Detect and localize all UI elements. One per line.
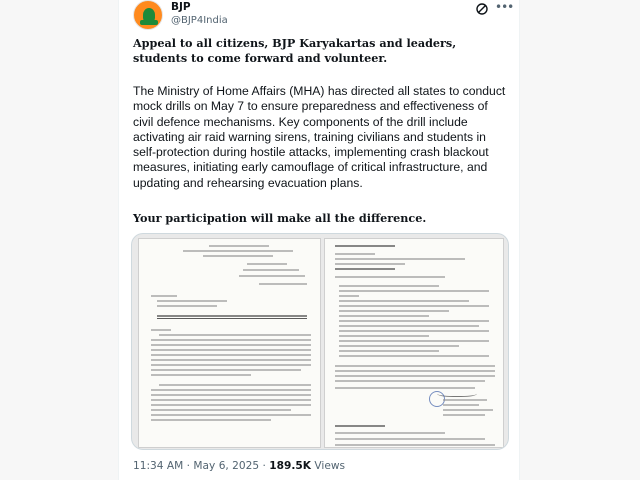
doc-line bbox=[203, 255, 273, 257]
doc-line bbox=[443, 409, 493, 411]
doc-line bbox=[151, 354, 311, 356]
doc-line bbox=[335, 432, 445, 434]
doc-line bbox=[443, 399, 487, 401]
doc-line bbox=[335, 380, 485, 382]
doc-line bbox=[339, 310, 449, 312]
doc-line bbox=[151, 349, 311, 351]
doc-line bbox=[151, 419, 271, 421]
author-handle[interactable]: @BJP4India bbox=[171, 15, 228, 26]
grok-icon[interactable] bbox=[475, 2, 489, 16]
doc-line bbox=[335, 245, 395, 247]
doc-line bbox=[239, 275, 305, 277]
avatar[interactable] bbox=[133, 0, 163, 30]
doc-line bbox=[151, 414, 311, 416]
meta-separator: · bbox=[186, 460, 191, 472]
doc-line bbox=[443, 404, 479, 406]
doc-line bbox=[247, 263, 287, 265]
doc-line bbox=[157, 305, 217, 307]
doc-line bbox=[259, 283, 307, 285]
doc-line bbox=[339, 320, 489, 322]
doc-line bbox=[339, 345, 459, 347]
views-count: 189.5K bbox=[269, 460, 311, 472]
doc-line bbox=[157, 318, 307, 319]
doc-line bbox=[335, 438, 485, 440]
doc-line bbox=[339, 325, 479, 327]
doc-line bbox=[243, 269, 299, 271]
doc-line bbox=[335, 375, 495, 377]
doc-line bbox=[339, 335, 429, 337]
doc-line bbox=[151, 394, 311, 396]
doc-line bbox=[335, 253, 375, 255]
doc-line bbox=[151, 404, 311, 406]
doc-line bbox=[339, 305, 489, 307]
doc-line bbox=[151, 344, 311, 346]
doc-line bbox=[339, 300, 469, 302]
doc-line bbox=[335, 258, 465, 260]
doc-line bbox=[151, 369, 301, 371]
doc-line bbox=[151, 339, 311, 341]
doc-line bbox=[339, 330, 489, 332]
post-heading: Appeal to all citizens, BJP Karyakartas and leaders, students to come forward and volunteer. bbox=[133, 36, 457, 66]
meta-separator: · bbox=[262, 460, 266, 472]
doc-line bbox=[151, 364, 311, 366]
doc-line bbox=[443, 414, 485, 416]
tweet-header bbox=[133, 0, 514, 34]
tweet-card bbox=[118, 0, 520, 480]
author-display-name[interactable]: BJP bbox=[171, 1, 191, 13]
doc-line bbox=[339, 285, 439, 287]
document-page-icon[interactable] bbox=[138, 238, 321, 448]
doc-line bbox=[183, 250, 293, 252]
doc-line bbox=[335, 365, 495, 367]
doc-line bbox=[339, 290, 489, 292]
doc-line bbox=[151, 409, 291, 411]
doc-line bbox=[335, 370, 495, 372]
doc-line bbox=[151, 399, 311, 401]
post-closing: Your participation will make all the difference. bbox=[133, 211, 427, 225]
views-label: Views bbox=[314, 460, 346, 472]
doc-line bbox=[159, 334, 311, 336]
doc-line bbox=[157, 300, 227, 302]
doc-line bbox=[151, 389, 311, 391]
doc-line bbox=[335, 263, 405, 265]
post-body: The Ministry of Home Affairs (MHA) has directed all states to conduct mock drills on May 7 to ensure preparedness and effectiveness of civil defence mechanisms. Key components of the drill include activating air raid warning sirens, training civilians and students in self-protection during hostile attacks, implementing crash blackout measures, initiating early camouflage of critical infrastructure, and updating and rehearsing evacuation plans. bbox=[133, 84, 506, 190]
doc-line bbox=[151, 359, 311, 361]
doc-line bbox=[339, 355, 489, 357]
doc-line bbox=[151, 329, 171, 331]
post-date[interactable]: May 6, 2025 bbox=[193, 460, 260, 472]
doc-line bbox=[157, 315, 307, 317]
doc-line bbox=[151, 374, 251, 376]
post-time[interactable]: 11:34 AM bbox=[133, 460, 184, 472]
more-options-icon[interactable]: ••• bbox=[495, 0, 514, 14]
document-page-icon[interactable] bbox=[324, 238, 504, 448]
lotus-logo-base bbox=[140, 20, 158, 25]
doc-line bbox=[335, 276, 445, 278]
post-media[interactable] bbox=[131, 233, 509, 450]
doc-line bbox=[209, 245, 269, 247]
doc-line bbox=[335, 425, 385, 427]
doc-line bbox=[339, 315, 429, 317]
doc-line bbox=[339, 295, 359, 297]
post-meta bbox=[133, 459, 345, 473]
doc-line bbox=[335, 268, 395, 270]
doc-line bbox=[339, 340, 489, 342]
doc-line bbox=[159, 384, 311, 386]
doc-line bbox=[335, 444, 495, 446]
author-info[interactable] bbox=[171, 1, 228, 27]
doc-line bbox=[151, 295, 177, 297]
doc-line bbox=[339, 350, 439, 352]
